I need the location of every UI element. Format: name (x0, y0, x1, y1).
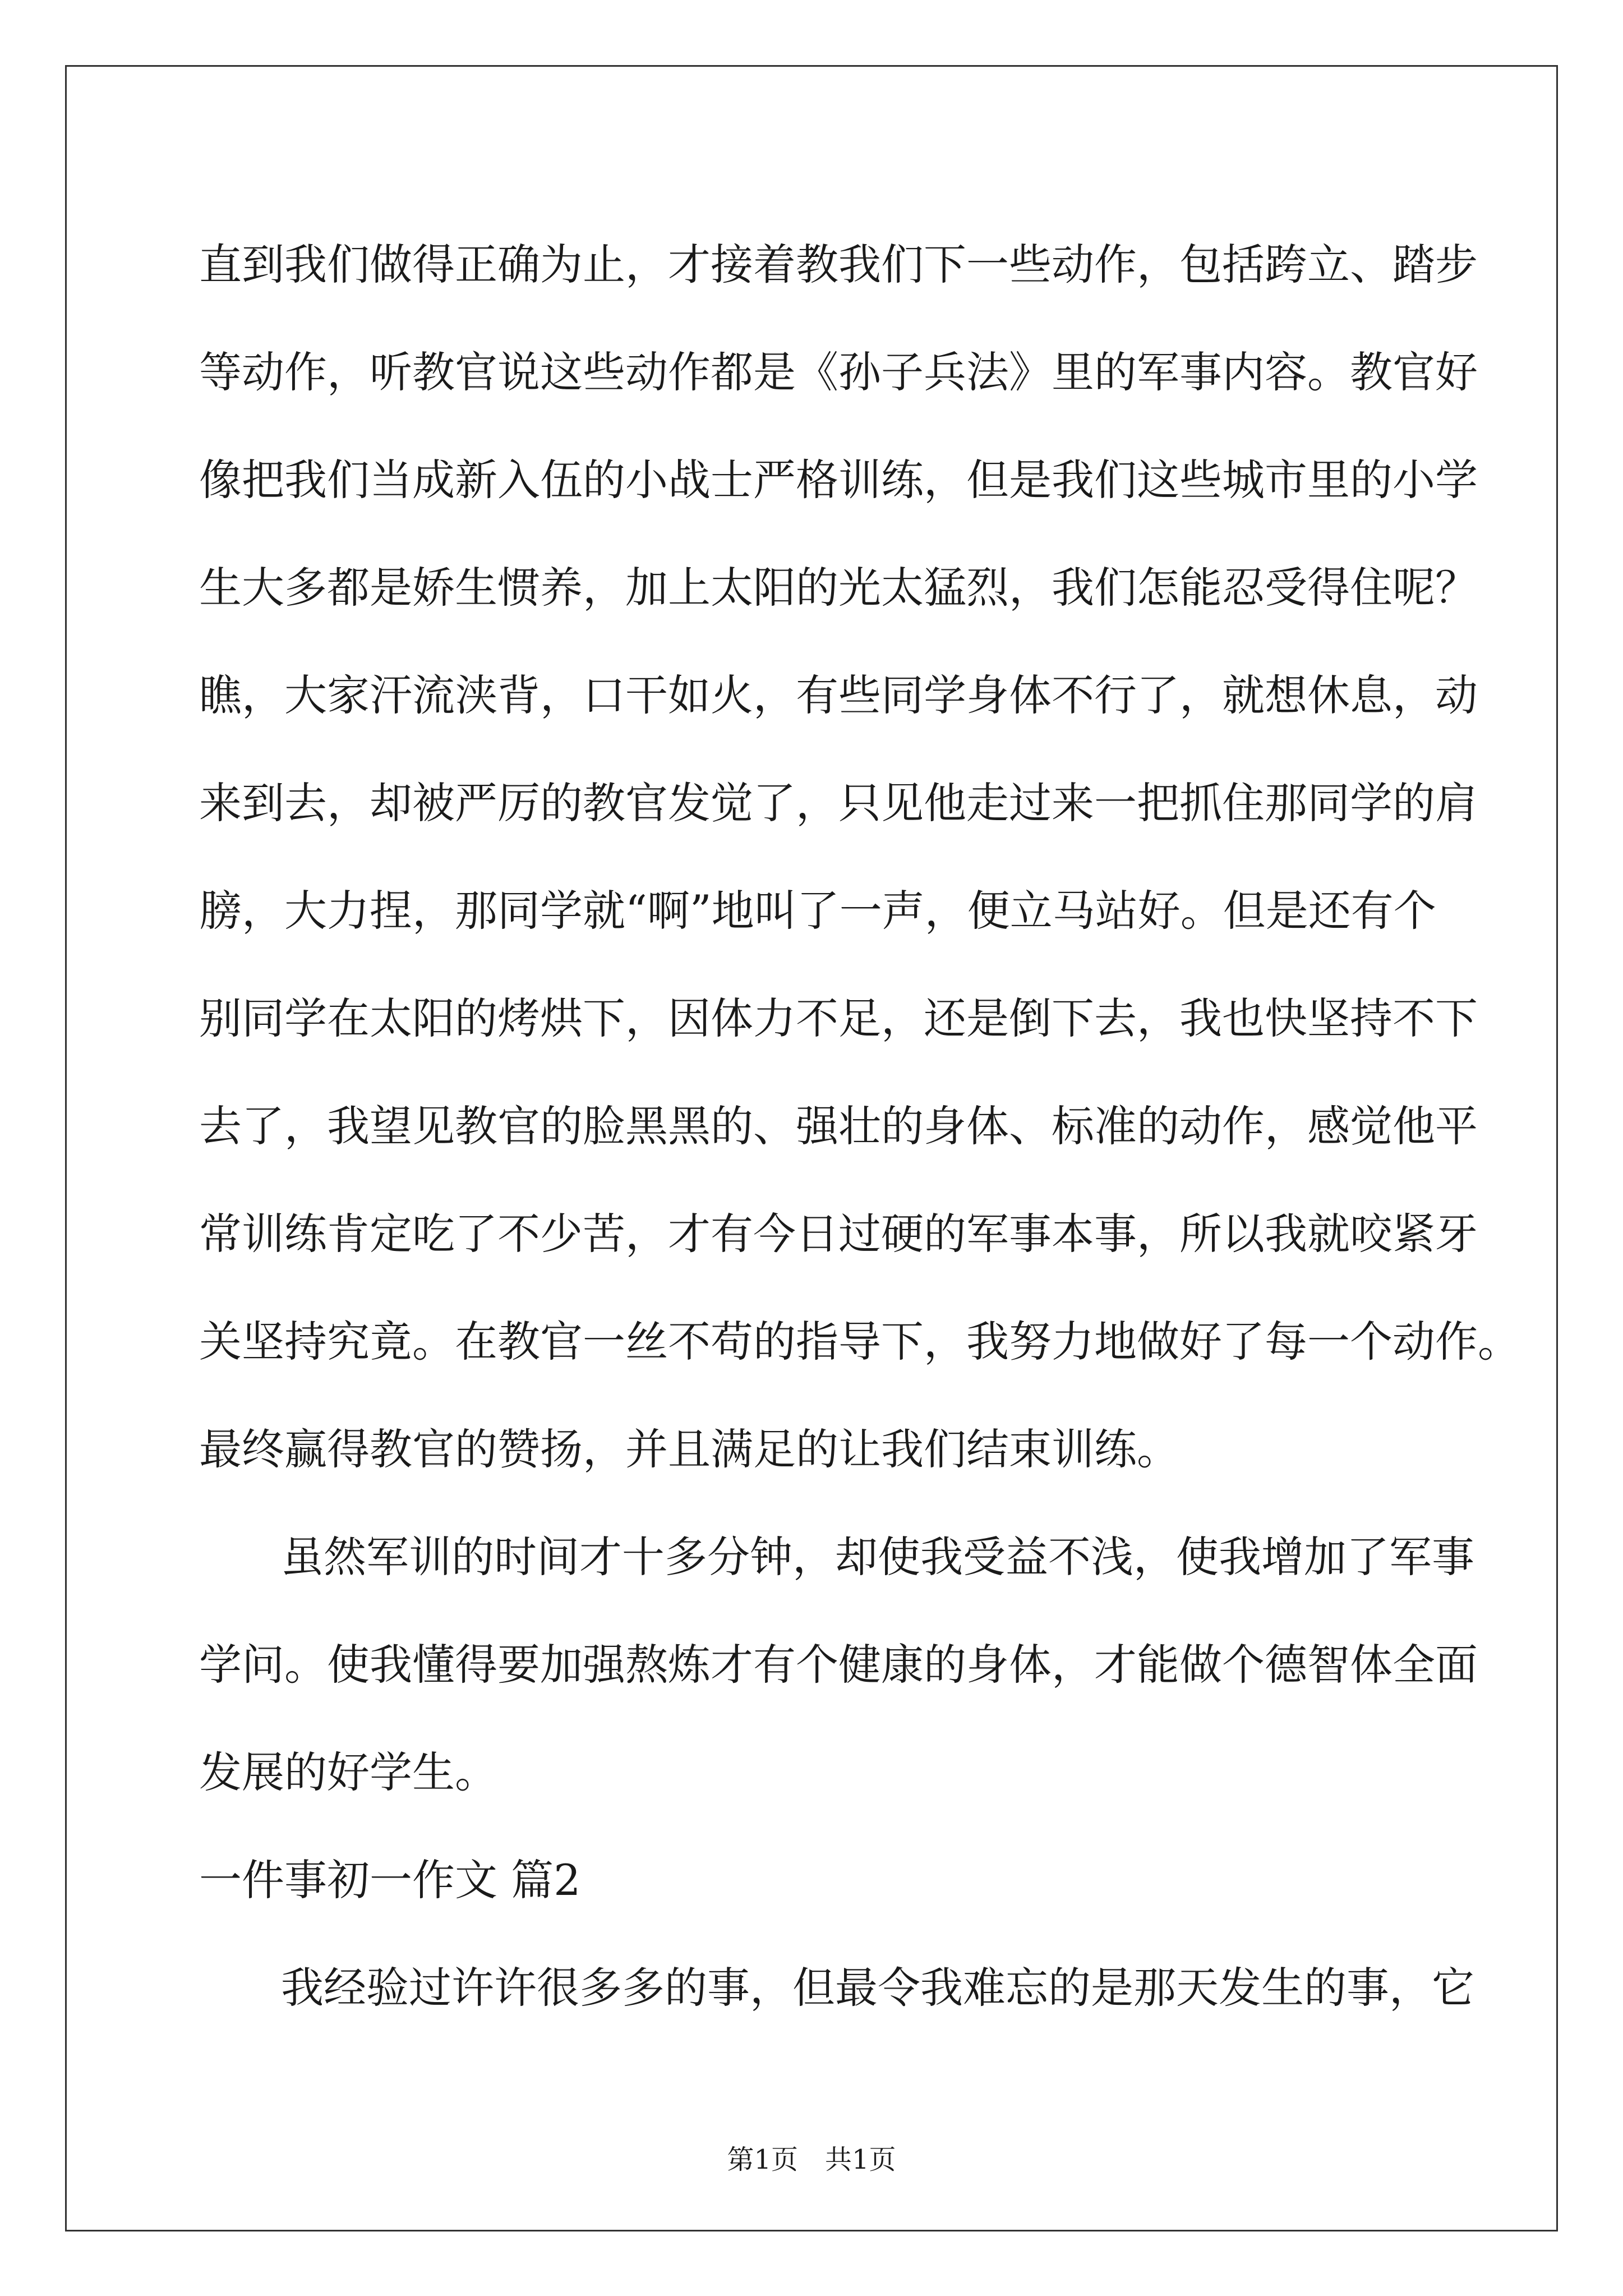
text-line: 常训练肯定吃了不少苦，才有今日过硬的军事本事，所以我就咬紧牙 (199, 1209, 1478, 1259)
text-line: 等动作，听教官说这些动作都是《孙子兵法》里的军事内容。教官好 (199, 347, 1478, 397)
text-line: 学问。使我懂得要加强熬炼才有个健康的身体，才能做个德智体全面 (199, 1640, 1478, 1690)
section-heading: 一件事初一作文 篇2 (199, 1855, 581, 1905)
text-line: 虽然军训的时间才十多分钟，却使我受益不浅，使我增加了军事 (281, 1532, 1474, 1582)
text-line: 别同学在太阳的烤烘下，因体力不足，还是倒下去，我也快坚持不下 (199, 993, 1478, 1043)
document-body (199, 211, 1520, 2042)
text-line: 像把我们当成新入伍的小战士严格训练，但是我们这些城市里的小学 (199, 455, 1478, 505)
text-line: 来到去，却被严厉的教官发觉了，只见他走过来一把抓住那同学的肩 (199, 778, 1478, 828)
text-line: 去了，我望见教官的脸黑黑的、强壮的身体、标准的动作，感觉他平 (199, 1101, 1478, 1151)
text-line: 直到我们做得正确为止，才接着教我们下一些动作，包括跨立、踏步 (199, 240, 1478, 289)
text-line: 我经验过许许很多多的事，但最令我难忘的是那天发生的事，它 (281, 1963, 1474, 2013)
page-footer: 第1页 共1页 (727, 2144, 896, 2175)
text-line: 关坚持究竟。在教官一丝不苟的指导下，我努力地做好了每一个动作。 (199, 1317, 1520, 1366)
text-line: 瞧，大家汗流浃背，口干如火，有些同学身体不行了，就想休息，动 (199, 670, 1478, 720)
text-line: 膀，大力捏，那同学就“啊”地叫了一声，便立马站好。但是还有个 (199, 886, 1436, 936)
text-line: 最终赢得教官的赞扬，并且满足的让我们结束训练。 (199, 1424, 1179, 1474)
text-line: 发展的好学生。 (199, 1747, 497, 1797)
text-line: 生大多都是娇生惯养，加上太阳的光太猛烈，我们怎能忍受得住呢？ (199, 563, 1478, 613)
